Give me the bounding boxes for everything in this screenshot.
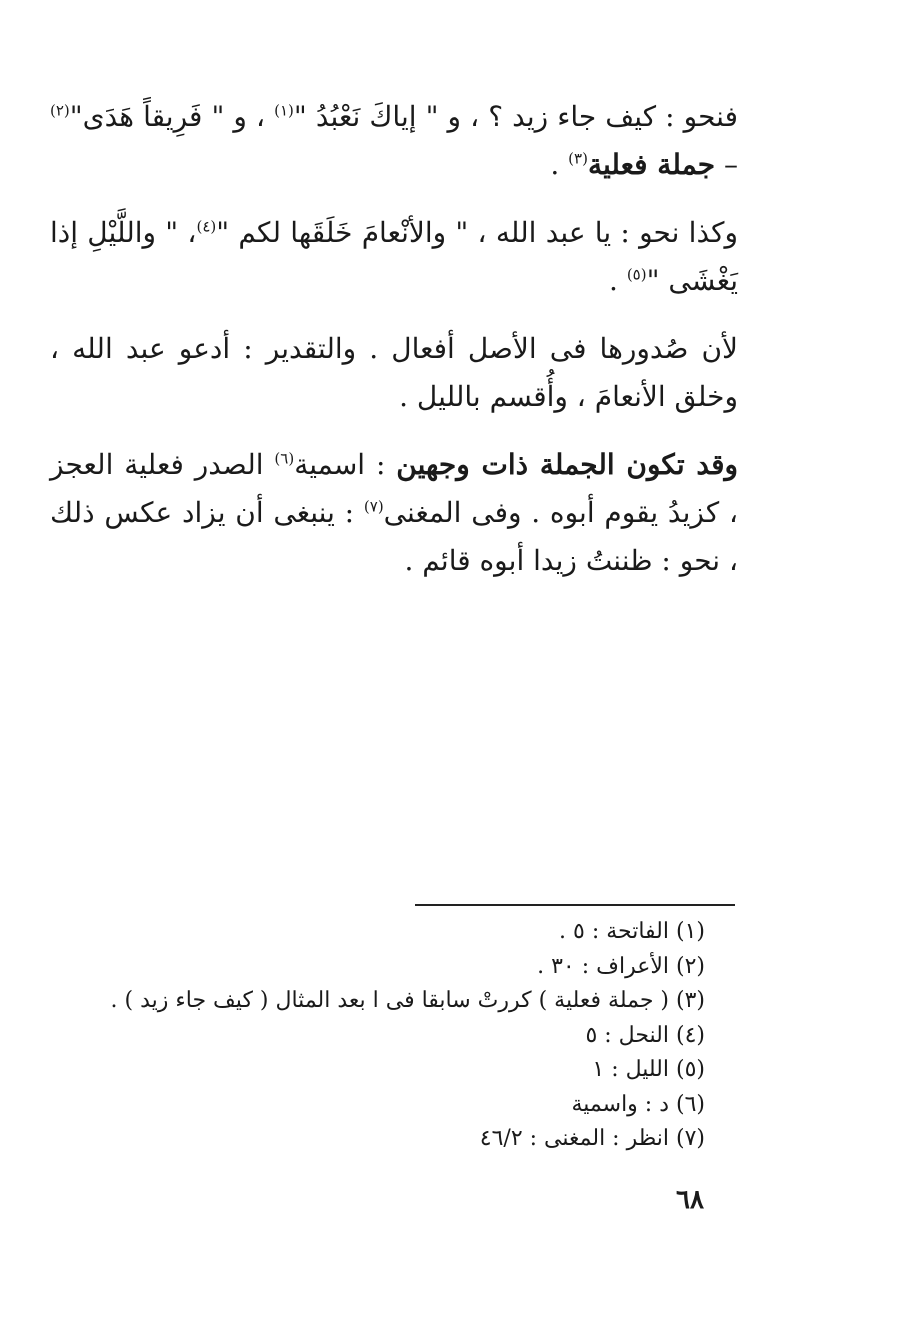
footnote-ref-5: (٥) — [626, 265, 647, 284]
paragraph-3 — [50, 325, 738, 421]
text-run: – — [715, 148, 738, 181]
text-run: : ينبغى أن يزاد عكس ذلك ، نحو : ظننتُ زيدا أبوه قائم . — [50, 496, 738, 577]
footnote-ref-3: (٣) — [568, 149, 588, 168]
text-run: لأن صُدورها فى الأصل أفعال . والتقدير : أدعو عبد الله ، وخلق الأنعامَ ، وأُقسم بالليل . — [50, 332, 738, 413]
page-number: ٦٨ — [676, 1185, 704, 1215]
footnote-5: (٥) الليل : ١ — [592, 1057, 705, 1082]
text-run: ، و " فَرِيقاً هَدَى" — [69, 100, 275, 133]
paragraph-1 — [50, 93, 738, 189]
main-text — [50, 93, 738, 605]
footnote-7: (٧) انظر : المغنى : ٤٦/٢ — [479, 1126, 705, 1151]
text-run: فنحو : كيف جاء زيد ؟ ، و " إياكَ نَعْبُدُ " — [293, 100, 738, 133]
footnote-2: (٢) الأعراف : ٣٠ . — [537, 953, 705, 979]
footnote-1: (١) الفاتحة : ٥ . — [559, 919, 705, 944]
footnotes-list — [100, 915, 705, 1157]
footnote-ref-7: (٧) — [363, 497, 384, 516]
text-run: الصدر فعلية العجز ، كزيدُ يقوم أبوه . وفى المغنى — [50, 448, 738, 529]
footnote-4: (٤) النحل : ٥ — [585, 1022, 705, 1048]
paragraph-4 — [50, 441, 738, 585]
bold-heading: وقد تكون الجملة ذات وجهين — [396, 448, 739, 481]
footnote-ref-2: (٢) — [50, 101, 70, 120]
footnote-ref-4: (٤) — [196, 217, 217, 236]
bold-term: جملة فعلية — [587, 148, 716, 181]
text-run: . — [550, 148, 569, 181]
text-run: ، " واللَّيْلِ إذا يَغْشَى " — [50, 216, 738, 297]
text-run: وكذا نحو : يا عبد الله ، " والأنْعامَ خَلَقَها لكم " — [216, 216, 739, 249]
footnote-separator — [415, 904, 735, 906]
footnote-6: (٦) د : واسمية — [571, 1091, 705, 1117]
text-run: : اسمية — [294, 448, 397, 481]
text-run: . — [609, 264, 627, 297]
footnote-3: (٣) ( جملة فعلية ) كررتْ سابقا فى ا بعد المثال ( كيف جاء زيد ) . — [110, 988, 705, 1013]
footnote-ref-1: (١) — [274, 101, 294, 120]
paragraph-2 — [50, 209, 738, 305]
footnote-ref-6: (٦) — [274, 449, 295, 468]
